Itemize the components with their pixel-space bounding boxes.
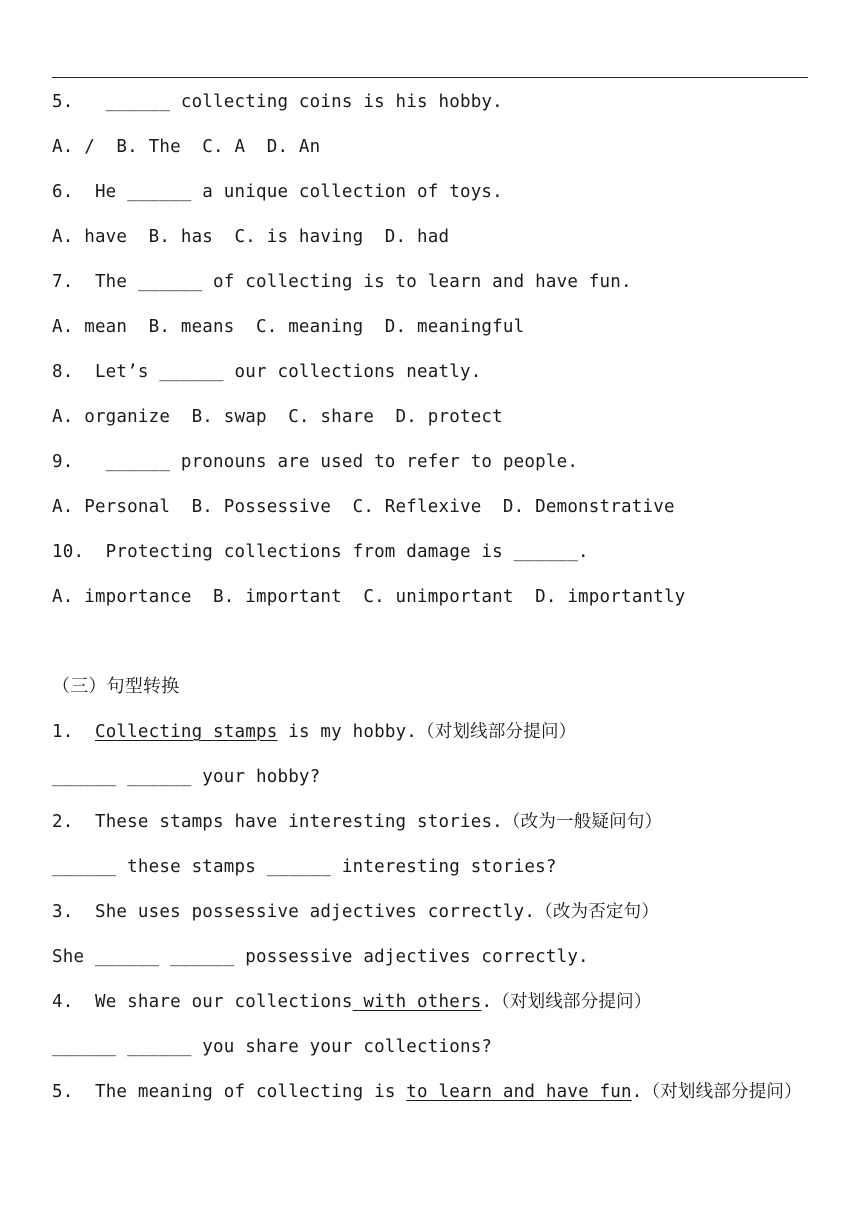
section-gap (52, 629, 832, 674)
item-number: 2. (52, 812, 95, 832)
sentence-text: The meaning of collecting is (94, 1082, 407, 1102)
options-6: A. have B. has C. is having D. had (52, 227, 450, 247)
sentence-text: These stamps have interesting stories. (94, 812, 503, 832)
underlined-phrase: with others (352, 992, 482, 1012)
instruction: （对划线部分提问） (642, 1082, 802, 1102)
transform-item-1 (52, 719, 832, 764)
sentence-end: . (481, 992, 493, 1012)
instruction: （对划线部分提问） (492, 992, 652, 1012)
options-5: A. / B. The C. A D. An (52, 137, 321, 157)
answer-line-3: She ______ ______ possessive adjectives correctly. (52, 947, 589, 967)
underlined-phrase: Collecting stamps (94, 722, 278, 742)
instruction: （对划线部分提问） (417, 722, 577, 742)
options-7: A. mean B. means C. meaning D. meaningful (52, 317, 525, 337)
transform-item-3 (52, 899, 832, 944)
question-10: 10. Protecting collections from damage is ______. (52, 542, 589, 562)
question-8: 8. Let’s ______ our collections neatly. (52, 362, 482, 382)
instruction: （改为否定句） (535, 902, 660, 922)
options-8: A. organize B. swap C. share D. protect (52, 407, 503, 427)
sentence-end: . (631, 1082, 643, 1102)
answer-line-4: ______ ______ you share your collections? (52, 1037, 493, 1057)
sentence-text: is my hobby. (277, 722, 418, 742)
transform-item-2 (52, 809, 832, 854)
worksheet-content (52, 89, 832, 1124)
transform-item-5 (52, 1079, 832, 1124)
top-rule (52, 77, 808, 78)
section-title: （三）句型转换 (52, 676, 180, 697)
question-6: 6. He ______ a unique collection of toys. (52, 182, 503, 202)
question-9: 9. ______ pronouns are used to refer to people. (52, 452, 579, 472)
item-number: 1. (52, 722, 95, 742)
answer-line-2: ______ these stamps ______ interesting stories? (52, 857, 557, 877)
sentence-text: She uses possessive adjectives correctly. (94, 902, 536, 922)
item-number: 5. (52, 1082, 95, 1102)
transform-item-4 (52, 989, 832, 1034)
options-9: A. Personal B. Possessive C. Reflexive D. Demonstrative (52, 497, 675, 517)
options-10: A. importance B. important C. unimportant D. importantly (52, 587, 686, 607)
underlined-phrase: to learn and have fun (406, 1082, 632, 1102)
item-number: 4. (52, 992, 95, 1012)
item-number: 3. (52, 902, 95, 922)
question-5: 5. ______ collecting coins is his hobby. (52, 92, 503, 112)
sentence-text: We share our collections (94, 992, 353, 1012)
answer-line-1: ______ ______ your hobby? (52, 767, 321, 787)
instruction: （改为一般疑问句） (502, 812, 663, 832)
question-7: 7. The ______ of collecting is to learn and have fun. (52, 272, 632, 292)
